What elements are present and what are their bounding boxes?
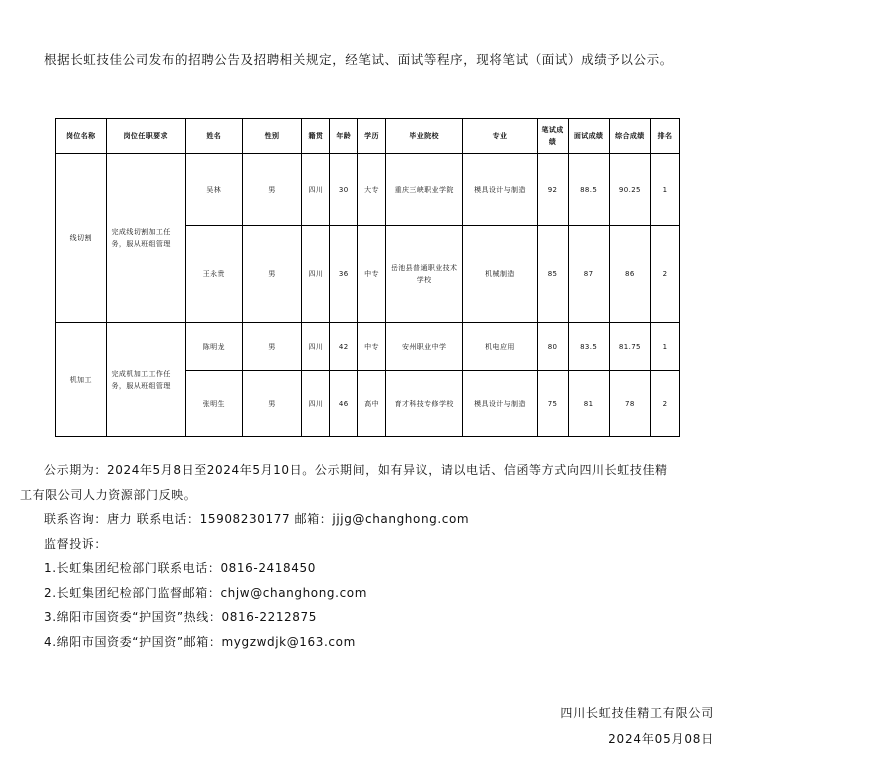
header-written-score: 笔试成绩: [537, 119, 568, 154]
education-cell: 大专: [358, 154, 386, 226]
intro-text: 根据长虹技佳公司发布的招聘公告及招聘相关规定，经笔试、面试等程序，现将笔试（面试）成绩予以公示。: [44, 52, 673, 67]
header-origin: 籍贯: [302, 119, 330, 154]
header-name: 姓名: [185, 119, 242, 154]
complaint-item: 2.长虹集团纪检部门监督邮箱：chjw@changhong.com: [44, 585, 367, 600]
notice-period-line1: 公示期为：2024年5月8日至2024年5月10日。公示期间，如有异议，请以电话、信函等方式向四川长虹技佳精: [44, 463, 668, 477]
age-cell: 30: [330, 154, 358, 226]
table-row: [56, 323, 680, 371]
complaint-item: 4.绵阳市国资委“护国资”邮箱：mygzwdjk@163.com: [44, 634, 356, 649]
school-cell: 育才科技专修学校: [386, 371, 463, 437]
total-score-cell: 90.25: [609, 154, 650, 226]
signature-company: 四川长虹技佳精工有限公司: [560, 706, 714, 720]
interview-score-cell: 87: [568, 226, 609, 323]
notice-period-line2: 工有限公司人力资源部门反映。: [20, 487, 197, 502]
rank-cell: 1: [651, 323, 680, 371]
age-cell: 36: [330, 226, 358, 323]
complaint-item: 3.绵阳市国资委“护国资”热线：0816-2212875: [44, 610, 317, 624]
major-cell: 机电应用: [463, 323, 537, 371]
school-cell: 安州职业中学: [386, 323, 463, 371]
education-cell: 高中: [358, 371, 386, 437]
age-cell: 46: [330, 371, 358, 437]
header-interview-score: 面试成绩: [568, 119, 609, 154]
scores-table: [55, 118, 680, 437]
header-school: 毕业院校: [386, 119, 463, 154]
total-score-cell: 78: [609, 371, 650, 437]
total-score-cell: 86: [609, 226, 650, 323]
header-age: 年龄: [330, 119, 358, 154]
origin-cell: 四川: [302, 323, 330, 371]
header-total-score: 综合成绩: [609, 119, 650, 154]
education-cell: 中专: [358, 226, 386, 323]
major-cell: 机械制造: [463, 226, 537, 323]
interview-score-cell: 88.5: [568, 154, 609, 226]
name-cell: 张明生: [185, 371, 242, 437]
gender-cell: 男: [242, 323, 302, 371]
school-cell: 重庆三峡职业学院: [386, 154, 463, 226]
origin-cell: 四川: [302, 226, 330, 323]
major-cell: 模具设计与制造: [463, 154, 537, 226]
position-cell: 机加工: [56, 323, 107, 437]
table-row: [56, 154, 680, 226]
requirement-cell: 完成机加工工作任务，服从班组管理: [106, 323, 185, 437]
header-requirement: 岗位任职要求: [106, 119, 185, 154]
rank-cell: 2: [651, 371, 680, 437]
complaint-item: 1.长虹集团纪检部门联系电话：0816-2418450: [44, 561, 316, 575]
name-cell: 王永贵: [185, 226, 242, 323]
name-cell: 陈明龙: [185, 323, 242, 371]
origin-cell: 四川: [302, 371, 330, 437]
written-score-cell: 80: [537, 323, 568, 371]
total-score-cell: 81.75: [609, 323, 650, 371]
education-cell: 中专: [358, 323, 386, 371]
position-cell: 线切割: [56, 154, 107, 323]
header-position: 岗位名称: [56, 119, 107, 154]
requirement-cell: 完成线切割加工任务，服从班组管理: [106, 154, 185, 323]
complaint-title: 监督投诉：: [44, 536, 108, 551]
header-rank: 排名: [651, 119, 680, 154]
interview-score-cell: 83.5: [568, 323, 609, 371]
rank-cell: 1: [651, 154, 680, 226]
school-cell: 岳池县普通职业技术学校: [386, 226, 463, 323]
header-education: 学历: [358, 119, 386, 154]
interview-score-cell: 81: [568, 371, 609, 437]
intro-paragraph: [20, 48, 700, 72]
header-major: 专业: [463, 119, 537, 154]
rank-cell: 2: [651, 226, 680, 323]
gender-cell: 男: [242, 154, 302, 226]
major-cell: 模具设计与制造: [463, 371, 537, 437]
gender-cell: 男: [242, 371, 302, 437]
written-score-cell: 85: [537, 226, 568, 323]
notice-section: [20, 458, 720, 654]
name-cell: 吴林: [185, 154, 242, 226]
written-score-cell: 75: [537, 371, 568, 437]
gender-cell: 男: [242, 226, 302, 323]
age-cell: 42: [330, 323, 358, 371]
table-header-row: [56, 119, 680, 154]
written-score-cell: 92: [537, 154, 568, 226]
contact-line: 联系咨询：唐力 联系电话：15908230177 邮箱：jjjg@changhong.com: [44, 512, 470, 526]
signature-date: 2024年05月08日: [608, 732, 714, 746]
header-gender: 性别: [242, 119, 302, 154]
origin-cell: 四川: [302, 154, 330, 226]
